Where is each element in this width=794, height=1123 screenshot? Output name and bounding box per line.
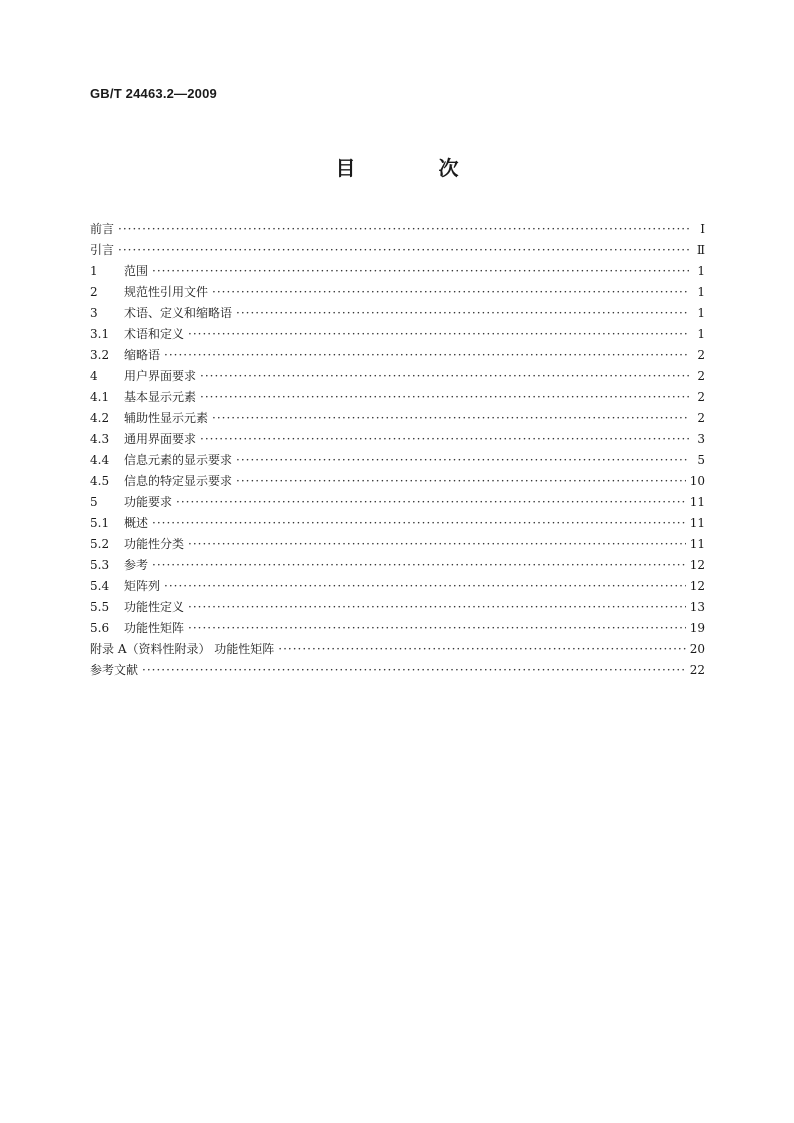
toc-entry-5-5[interactable] bbox=[90, 597, 705, 618]
toc-entry-4-3[interactable] bbox=[90, 429, 705, 450]
toc-leader-dots bbox=[200, 387, 689, 408]
toc-entry-page: 11 bbox=[689, 516, 705, 530]
toc-entry-label: 规范性引用文件 bbox=[124, 285, 209, 299]
toc-entry-4-4[interactable] bbox=[90, 450, 705, 471]
toc-entry-5-4[interactable] bbox=[90, 576, 705, 597]
toc-leader-dots bbox=[164, 345, 689, 366]
toc-entry-label: 基本显示元素 bbox=[124, 390, 197, 404]
toc-entry-3-2[interactable] bbox=[90, 345, 705, 366]
toc-leader-dots bbox=[236, 450, 689, 471]
toc-entry-page: 1 bbox=[697, 264, 705, 278]
toc-entry-number: 4 bbox=[90, 369, 98, 383]
toc-entry-label: 参考文献 bbox=[90, 663, 139, 677]
toc-entry-page: 2 bbox=[697, 411, 705, 425]
toc-leader-dots bbox=[188, 534, 686, 555]
toc-leader-dots bbox=[176, 492, 686, 513]
toc-entry-label: 概述 bbox=[124, 516, 149, 530]
toc-entry-number: 4.5 bbox=[90, 474, 110, 488]
toc-entry-number: 4.3 bbox=[90, 432, 110, 446]
toc-leader-dots bbox=[118, 240, 689, 261]
toc-entry-3[interactable] bbox=[90, 303, 705, 324]
toc-leader-dots bbox=[212, 408, 689, 429]
toc-entry-number: 4.1 bbox=[90, 390, 110, 404]
toc-entry-page: 12 bbox=[689, 558, 705, 572]
toc-entry-5-1[interactable] bbox=[90, 513, 705, 534]
toc-leader-dots bbox=[118, 219, 689, 240]
toc-entry-page: Ⅰ bbox=[700, 222, 705, 236]
toc-leader-dots bbox=[188, 324, 689, 345]
toc-entry-number: 4.4 bbox=[90, 453, 110, 467]
toc-leader-dots bbox=[164, 576, 686, 597]
toc-entry-references[interactable] bbox=[90, 660, 705, 681]
toc-entry-label: 通用界面要求 bbox=[124, 432, 197, 446]
toc-leader-dots bbox=[200, 429, 689, 450]
toc-entry-label: 术语和定义 bbox=[124, 327, 185, 341]
toc-entry-page: 19 bbox=[689, 621, 705, 635]
toc-entry-number: 4.2 bbox=[90, 411, 110, 425]
toc-leader-dots bbox=[200, 366, 689, 387]
toc-entry-number: 2 bbox=[90, 285, 98, 299]
toc-entry-label: 缩略语 bbox=[124, 348, 161, 362]
toc-entry-label: 引言 bbox=[90, 243, 115, 257]
toc-entry-number: 5.6 bbox=[90, 621, 110, 635]
toc-entry-number: 5.3 bbox=[90, 558, 110, 572]
toc-entry-number: 5.2 bbox=[90, 537, 110, 551]
toc-entry-label: 功能性矩阵 bbox=[124, 621, 185, 635]
toc-entry-page: 2 bbox=[697, 369, 705, 383]
toc-entry-page: Ⅱ bbox=[696, 243, 705, 257]
toc-leader-dots bbox=[152, 261, 689, 282]
toc-entry-label: 前言 bbox=[90, 222, 115, 236]
toc-leader-dots bbox=[188, 597, 686, 618]
toc-entry-2[interactable] bbox=[90, 282, 705, 303]
toc-entry-4-5[interactable] bbox=[90, 471, 705, 492]
toc-entry-number: 5.1 bbox=[90, 516, 110, 530]
toc-entry-label: 附录 A（资料性附录） 功能性矩阵 bbox=[90, 642, 275, 656]
toc-entry-5-2[interactable] bbox=[90, 534, 705, 555]
toc-entry-page: 5 bbox=[697, 453, 705, 467]
toc-leader-dots bbox=[188, 618, 686, 639]
toc-entry-label: 术语、定义和缩略语 bbox=[124, 306, 233, 320]
toc-entry-page: 2 bbox=[697, 390, 705, 404]
toc-entry-page: 22 bbox=[689, 663, 705, 677]
toc-leader-dots bbox=[278, 639, 685, 660]
toc-entry-5-3[interactable] bbox=[90, 555, 705, 576]
toc-entry-page: 20 bbox=[689, 642, 705, 656]
toc-entry-page: 11 bbox=[689, 495, 705, 509]
toc-entry-page: 1 bbox=[697, 306, 705, 320]
toc-entry-page: 13 bbox=[689, 600, 705, 614]
toc-entry-label: 参考 bbox=[124, 558, 149, 572]
toc-entry-page: 3 bbox=[697, 432, 705, 446]
toc-entry-label: 信息的特定显示要求 bbox=[124, 474, 233, 488]
toc-entry-preface[interactable] bbox=[90, 219, 705, 240]
toc-entry-appendix-a[interactable] bbox=[90, 639, 705, 660]
toc-entry-3-1[interactable] bbox=[90, 324, 705, 345]
toc-entry-label: 信息元素的显示要求 bbox=[124, 453, 233, 467]
toc-entry-page: 2 bbox=[697, 348, 705, 362]
toc-entry-5-6[interactable] bbox=[90, 618, 705, 639]
toc-entry-introduction[interactable] bbox=[90, 240, 705, 261]
toc-entry-number: 5.5 bbox=[90, 600, 110, 614]
toc-leader-dots bbox=[152, 513, 686, 534]
toc-entry-number: 1 bbox=[90, 264, 98, 278]
toc-entry-1[interactable] bbox=[90, 261, 705, 282]
toc-entry-label: 矩阵列 bbox=[124, 579, 161, 593]
table-of-contents bbox=[90, 219, 705, 681]
toc-entry-number: 5.4 bbox=[90, 579, 110, 593]
toc-leader-dots bbox=[142, 660, 686, 681]
toc-leader-dots bbox=[152, 555, 686, 576]
toc-leader-dots bbox=[212, 282, 689, 303]
document-code: GB/T 24463.2—2009 bbox=[90, 86, 217, 101]
toc-entry-page: 1 bbox=[697, 285, 705, 299]
toc-entry-number: 3.2 bbox=[90, 348, 110, 362]
toc-entry-page: 1 bbox=[697, 327, 705, 341]
toc-entry-5[interactable] bbox=[90, 492, 705, 513]
toc-entry-number: 3.1 bbox=[90, 327, 110, 341]
page-title: 目 次 bbox=[335, 156, 497, 180]
toc-leader-dots bbox=[236, 303, 689, 324]
toc-entry-number: 3 bbox=[90, 306, 98, 320]
toc-entry-4-1[interactable] bbox=[90, 387, 705, 408]
toc-entry-page: 12 bbox=[689, 579, 705, 593]
toc-entry-label: 功能性分类 bbox=[124, 537, 185, 551]
toc-entry-4-2[interactable] bbox=[90, 408, 705, 429]
toc-entry-label: 范围 bbox=[124, 264, 149, 278]
toc-entry-page: 10 bbox=[689, 474, 705, 488]
toc-entry-label: 功能要求 bbox=[124, 495, 173, 509]
toc-entry-label: 功能性定义 bbox=[124, 600, 185, 614]
toc-leader-dots bbox=[236, 471, 686, 492]
toc-entry-4[interactable] bbox=[90, 366, 705, 387]
toc-entry-page: 11 bbox=[689, 537, 705, 551]
toc-entry-number: 5 bbox=[90, 495, 98, 509]
toc-entry-label: 用户界面要求 bbox=[124, 369, 197, 383]
toc-entry-label: 辅助性显示元素 bbox=[124, 411, 209, 425]
